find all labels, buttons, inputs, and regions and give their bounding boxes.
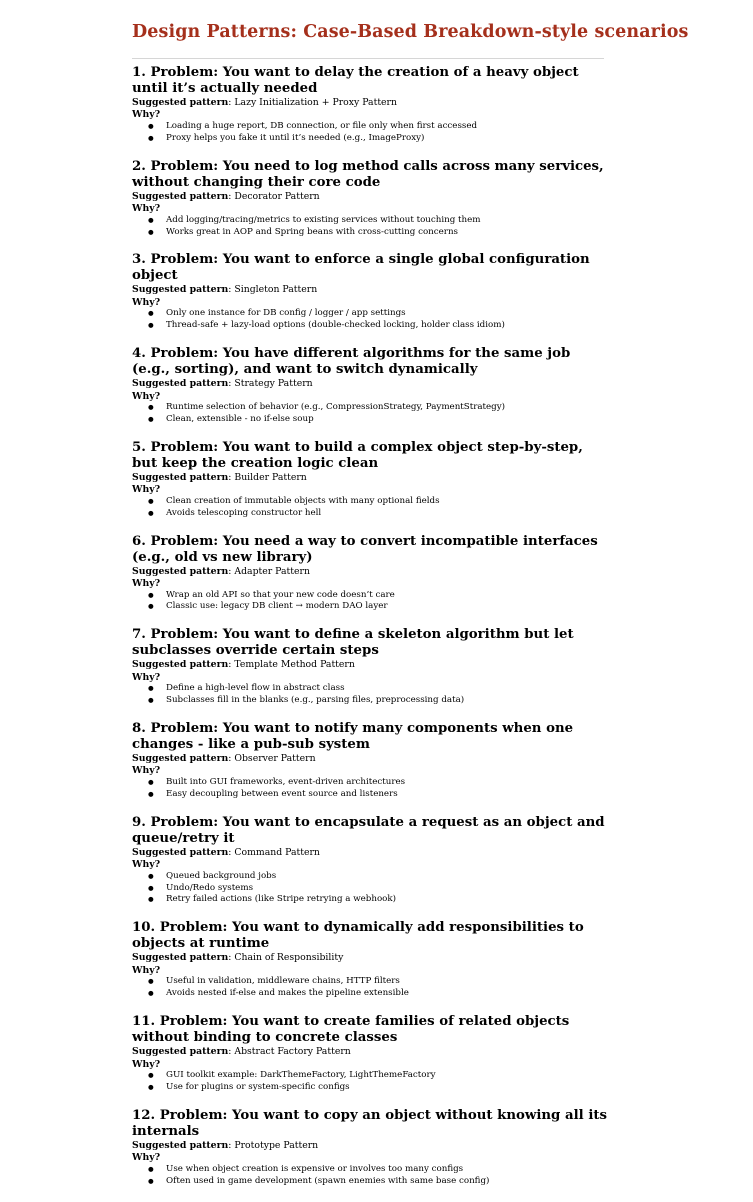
suggested-pattern-value: Builder Pattern bbox=[234, 471, 307, 483]
reason-list bbox=[132, 121, 612, 145]
suggested-pattern-line bbox=[132, 378, 612, 390]
suggested-pattern-value: Prototype Pattern bbox=[234, 1139, 319, 1151]
reason-item: ● Often used in game development (spawn enemies with same base config) bbox=[166, 1176, 612, 1188]
suggested-pattern-line bbox=[132, 191, 612, 203]
reason-item: ● Loading a huge report, DB connection, or file only when first accessed bbox=[166, 121, 612, 133]
why-label: Why? bbox=[132, 203, 161, 215]
suggested-pattern-separator: : bbox=[228, 846, 235, 858]
problem-section bbox=[132, 721, 612, 801]
suggested-pattern-separator: : bbox=[228, 378, 235, 390]
problem-heading: 1. Problem: You want to delay the creation of a heavy object until it’s actually needed bbox=[132, 65, 579, 96]
document-title: Design Patterns: Case-Based Breakdown-style scenarios bbox=[132, 22, 689, 42]
suggested-pattern-value: Chain of Responsibility bbox=[234, 952, 344, 964]
reason-item: ● Retry failed actions (like Stripe retrying a webhook) bbox=[166, 894, 612, 906]
why-label: Why? bbox=[132, 484, 161, 496]
reason-item: ● Use when object creation is expensive or involves too many configs bbox=[166, 1164, 612, 1176]
suggested-pattern-value: Observer Pattern bbox=[234, 753, 316, 765]
suggested-pattern-line bbox=[132, 472, 612, 484]
suggested-pattern-separator: : bbox=[228, 659, 235, 671]
why-label: Why? bbox=[132, 1152, 161, 1164]
reason-item: ● Define a high-level flow in abstract class bbox=[166, 683, 612, 695]
problem-section bbox=[132, 1014, 612, 1094]
reason-list bbox=[132, 308, 612, 332]
suggested-pattern-value: Abstract Factory Pattern bbox=[234, 1046, 351, 1058]
problem-heading: 3. Problem: You want to enforce a single global configuration object bbox=[132, 252, 590, 284]
problem-section bbox=[132, 534, 612, 614]
suggested-pattern-separator: : bbox=[228, 471, 235, 483]
suggested-pattern-value: Decorator Pattern bbox=[234, 190, 320, 202]
sections-container bbox=[132, 65, 612, 1202]
suggested-pattern-separator: : bbox=[228, 565, 235, 577]
reason-item: ● Works great in AOP and Spring beans with cross-cutting concerns bbox=[166, 227, 612, 239]
reason-list bbox=[132, 871, 612, 907]
suggested-pattern-label: Suggested pattern bbox=[132, 1046, 229, 1058]
reason-list bbox=[132, 590, 612, 614]
suggested-pattern-separator: : bbox=[228, 753, 235, 765]
reason-item: ● Only one instance for DB config / logger / app settings bbox=[166, 308, 612, 320]
reason-item: ● Queued background jobs bbox=[166, 871, 612, 883]
problem-heading: 7. Problem: You want to define a skeleton algorithm but let subclasses override certain steps bbox=[132, 627, 574, 659]
problem-heading: 8. Problem: You want to notify many components when one changes - like a pub-sub system bbox=[132, 721, 574, 753]
reason-list bbox=[132, 976, 612, 1000]
reason-list bbox=[132, 215, 612, 239]
reason-list bbox=[132, 402, 612, 426]
suggested-pattern-label: Suggested pattern bbox=[132, 846, 229, 858]
suggested-pattern-separator: : bbox=[228, 952, 235, 964]
suggested-pattern-separator: : bbox=[228, 190, 235, 202]
suggested-pattern-label: Suggested pattern bbox=[132, 565, 229, 577]
reason-list bbox=[132, 1164, 612, 1188]
suggested-pattern-line bbox=[132, 566, 612, 578]
problem-heading: 11. Problem: You want to create families of related objects without binding to concrete classes bbox=[132, 1014, 570, 1046]
suggested-pattern-line bbox=[132, 847, 612, 859]
reason-item: ● Undo/Redo systems bbox=[166, 883, 612, 895]
suggested-pattern-separator: : bbox=[228, 1046, 235, 1058]
reason-list bbox=[132, 1070, 612, 1094]
reason-item: ● Clean, extensible - no if-else soup bbox=[166, 414, 612, 426]
suggested-pattern-label: Suggested pattern bbox=[132, 659, 229, 671]
problem-heading: 2. Problem: You need to log method calls across many services, without changing their core code bbox=[132, 158, 604, 190]
reason-item: ● Avoids nested if-else and makes the pipeline extensible bbox=[166, 988, 612, 1000]
suggested-pattern-line bbox=[132, 952, 612, 964]
suggested-pattern-line bbox=[132, 1046, 612, 1058]
suggested-pattern-label: Suggested pattern bbox=[132, 190, 229, 202]
why-label: Why? bbox=[132, 765, 161, 777]
reason-item: ● Avoids telescoping constructor hell bbox=[166, 508, 612, 520]
reason-item: ● Useful in validation, middleware chains, HTTP filters bbox=[166, 976, 612, 988]
reason-item: ● Proxy helps you fake it until it’s needed (e.g., ImageProxy) bbox=[166, 133, 612, 145]
reason-item: ● Subclasses fill in the blanks (e.g., parsing files, preprocessing data) bbox=[166, 695, 612, 707]
problem-section bbox=[132, 346, 612, 426]
reason-item: ● Wrap an old API so that your new code doesn’t care bbox=[166, 590, 612, 602]
suggested-pattern-line bbox=[132, 753, 612, 765]
why-label: Why? bbox=[132, 964, 161, 976]
suggested-pattern-line bbox=[132, 1140, 612, 1152]
problem-heading: 9. Problem: You want to encapsulate a request as an object and queue/retry it bbox=[132, 814, 605, 846]
reason-item: ● GUI toolkit example: DarkThemeFactory, LightThemeFactory bbox=[166, 1070, 612, 1082]
problem-section bbox=[132, 1108, 612, 1188]
suggested-pattern-label: Suggested pattern bbox=[132, 753, 229, 765]
why-label: Why? bbox=[132, 390, 161, 402]
suggested-pattern-line bbox=[132, 97, 612, 109]
suggested-pattern-label: Suggested pattern bbox=[132, 378, 229, 390]
problem-heading: 6. Problem: You need a way to convert incompatible interfaces (e.g., old vs new library) bbox=[132, 533, 598, 565]
suggested-pattern-value: Template Method Pattern bbox=[234, 659, 355, 671]
suggested-pattern-label: Suggested pattern bbox=[132, 1139, 229, 1151]
problem-section bbox=[132, 159, 612, 239]
reason-item: ● Classic use: legacy DB client → modern DAO layer bbox=[166, 601, 612, 613]
reason-item: ● Add logging/tracing/metrics to existing services without touching them bbox=[166, 215, 612, 227]
suggested-pattern-value: Strategy Pattern bbox=[234, 378, 313, 390]
suggested-pattern-value: Command Pattern bbox=[234, 846, 320, 858]
reason-item: ● Runtime selection of behavior (e.g., CompressionStrategy, PaymentStrategy) bbox=[166, 402, 612, 414]
suggested-pattern-separator: : bbox=[228, 97, 235, 108]
problem-section bbox=[132, 65, 612, 145]
suggested-pattern-label: Suggested pattern bbox=[132, 284, 229, 296]
problem-section bbox=[132, 627, 612, 707]
reason-item: ● Built into GUI frameworks, event-driven architectures bbox=[166, 777, 612, 789]
problem-heading: 4. Problem: You have different algorithms for the same job (e.g., sorting), and want to switch dynamically bbox=[132, 346, 571, 378]
why-label: Why? bbox=[132, 578, 161, 589]
why-label: Why? bbox=[132, 109, 161, 121]
suggested-pattern-line bbox=[132, 284, 612, 296]
suggested-pattern-value: Singleton Pattern bbox=[234, 284, 318, 296]
reason-item: ● Thread-safe + lazy-load options (double-checked locking, holder class idiom) bbox=[166, 320, 612, 332]
problem-section bbox=[132, 815, 612, 907]
suggested-pattern-label: Suggested pattern bbox=[132, 952, 229, 964]
problem-section bbox=[132, 920, 612, 1000]
reason-list bbox=[132, 683, 612, 707]
reason-item: ● Use for plugins or system-specific configs bbox=[166, 1082, 612, 1094]
reason-item: ● Clean creation of immutable objects with many optional fields bbox=[166, 496, 612, 508]
suggested-pattern-separator: : bbox=[228, 284, 235, 296]
why-label: Why? bbox=[132, 1058, 161, 1070]
suggested-pattern-label: Suggested pattern bbox=[132, 471, 229, 483]
suggested-pattern-value: Adapter Pattern bbox=[234, 565, 310, 577]
title-divider bbox=[132, 58, 604, 59]
suggested-pattern-line bbox=[132, 659, 612, 671]
problem-section bbox=[132, 252, 612, 332]
problem-heading: 5. Problem: You want to build a complex object step-by-step, but keep the creation logic clean bbox=[132, 439, 583, 471]
why-label: Why? bbox=[132, 296, 161, 308]
problem-heading: 12. Problem: You want to copy an object without knowing all its internals bbox=[132, 1107, 608, 1139]
problem-heading: 10. Problem: You want to dynamically add responsibilities to objects at runtime bbox=[132, 920, 584, 952]
why-label: Why? bbox=[132, 859, 161, 871]
why-label: Why? bbox=[132, 671, 161, 683]
suggested-pattern-value: Lazy Initialization + Proxy Pattern bbox=[234, 97, 397, 108]
suggested-pattern-label: Suggested pattern bbox=[132, 97, 229, 108]
reason-item: ● Easy decoupling between event source and listeners bbox=[166, 789, 612, 801]
problem-section bbox=[132, 440, 612, 520]
reason-list bbox=[132, 496, 612, 520]
suggested-pattern-separator: : bbox=[228, 1139, 235, 1151]
reason-list bbox=[132, 777, 612, 801]
